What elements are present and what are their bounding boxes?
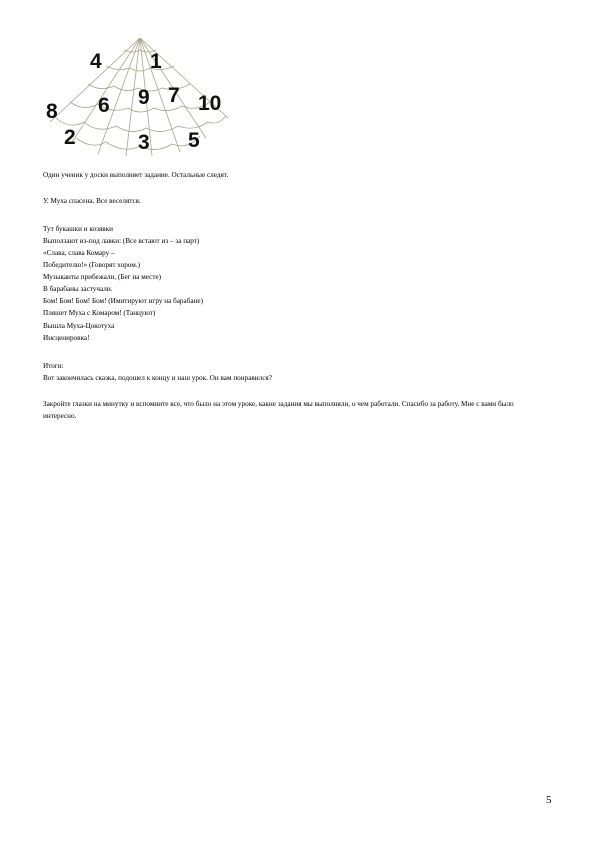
figure-number-8: 8 <box>46 100 58 123</box>
poem-line: Выползают из-под лавки: (Все встают из – за парт) <box>43 237 200 245</box>
poem-line: Тут букашки и козявки <box>43 225 114 233</box>
poem-line: Пляшет Муха с Комаром! (Танцуют) <box>43 309 156 317</box>
figure-number-6: 6 <box>98 94 110 117</box>
text-line: У. Муха спасена. Все веселятся. <box>43 197 141 205</box>
page-number: 5 <box>546 794 552 806</box>
poem-line: Бом! Бом! Бом! Бом! (Имитируют игру на барабане) <box>43 297 203 305</box>
figure-number-1: 1 <box>150 50 162 73</box>
figure-number-10: 10 <box>198 92 222 115</box>
text-line: Вот закончилась сказка, подошел к концу и наш урок. Он вам понравился? <box>43 374 272 382</box>
figure-number-2: 2 <box>64 126 76 149</box>
spider-web-drawing <box>40 38 240 156</box>
figure-number-3: 3 <box>138 131 150 154</box>
closing-paragraph: Закройте глазки на минутку и вспомните все, что было на этом уроке, какие задания мы выполняли, о чем работали. Спасибо за работу. Мне с вами было интересно. <box>43 400 514 420</box>
poem-line: Инсценировка! <box>43 334 90 342</box>
figure-number-4: 4 <box>90 50 102 73</box>
poem-line: Музыканты прибежали, (Бег на месте) <box>43 273 162 281</box>
poem-line: «Слава, слава Комару – <box>43 249 115 257</box>
figure-number-9: 9 <box>138 86 150 109</box>
spider-web-figure <box>40 38 240 156</box>
summary-heading: Итоги: <box>43 362 64 370</box>
text-line: Один ученик у доски выполняет задание. Остальные следят. <box>43 171 229 179</box>
poem-line: Вышла Муха-Цокотуха <box>43 322 115 330</box>
poem-line: В барабаны застучали. <box>43 285 113 293</box>
figure-number-7: 7 <box>168 84 180 107</box>
poem-line: Победителю!» (Говорят хором.) <box>43 261 141 269</box>
figure-number-5: 5 <box>188 129 200 152</box>
